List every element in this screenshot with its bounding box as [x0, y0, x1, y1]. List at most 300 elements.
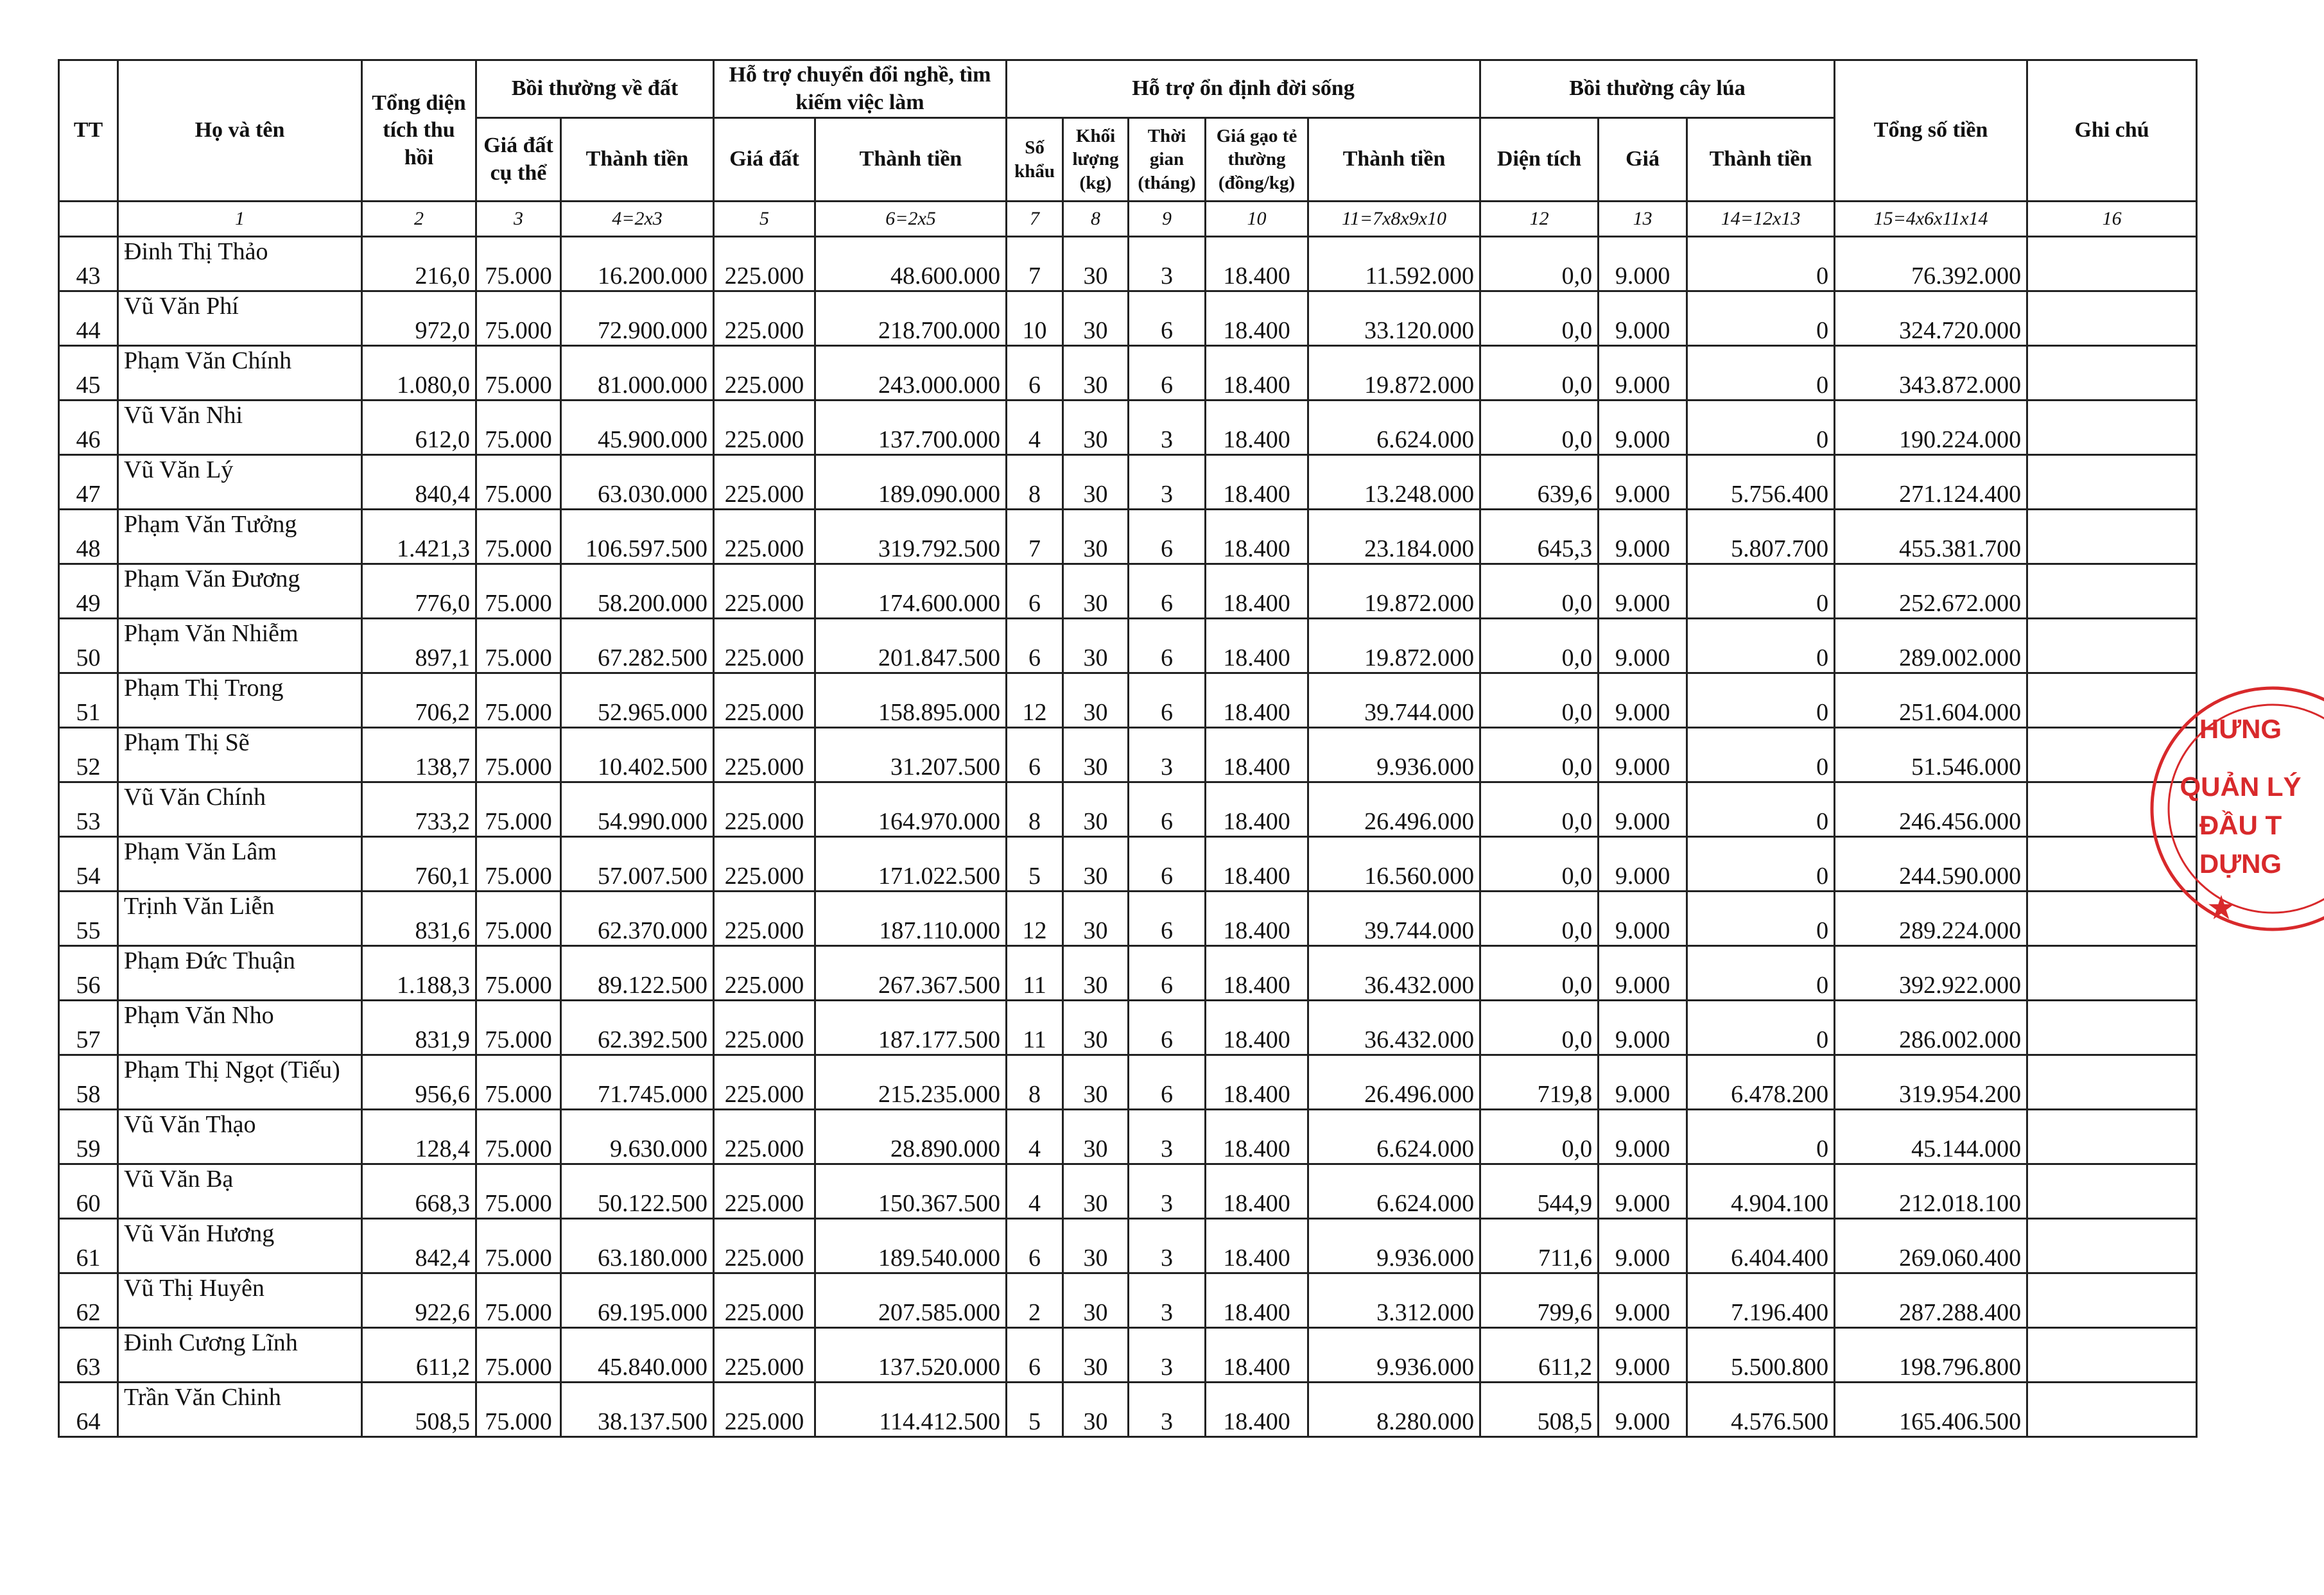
cell-weight: 30 — [1063, 1383, 1129, 1437]
table-row — [59, 455, 2197, 510]
column-index-cell: 11=7x8x9x10 — [1308, 202, 1480, 237]
cell-job-price: 225.000 — [714, 1110, 815, 1164]
cell-land-amount: 38.137.500 — [561, 1383, 714, 1437]
cell-job-price: 225.000 — [714, 1383, 815, 1437]
cell-rice-price: 18.400 — [1206, 564, 1308, 619]
cell-job-price: 225.000 — [714, 237, 815, 291]
cell-total: 198.796.800 — [1835, 1328, 2027, 1383]
cell-job-amount: 28.890.000 — [815, 1110, 1007, 1164]
cell-job-amount: 218.700.000 — [815, 291, 1007, 346]
cell-note — [2027, 619, 2197, 673]
cell-duration: 6 — [1129, 619, 1206, 673]
cell-rice-unit: 9.000 — [1599, 892, 1687, 946]
cell-persons: 11 — [1007, 946, 1063, 1001]
cell-job-price: 225.000 — [714, 455, 815, 510]
cell-total: 455.381.700 — [1835, 510, 2027, 564]
cell-duration: 6 — [1129, 1001, 1206, 1055]
column-index-cell — [59, 202, 118, 237]
cell-land-price: 75.000 — [476, 346, 561, 401]
cell-duration: 6 — [1129, 346, 1206, 401]
table-row — [59, 946, 2197, 1001]
cell-duration: 6 — [1129, 782, 1206, 837]
cell-land-price: 75.000 — [476, 946, 561, 1001]
cell-name: Trịnh Văn Liễn — [118, 892, 362, 946]
cell-job-amount: 137.700.000 — [815, 401, 1007, 455]
cell-note — [2027, 1273, 2197, 1328]
cell-rice-unit: 9.000 — [1599, 728, 1687, 782]
cell-rice-price: 18.400 — [1206, 237, 1308, 291]
cell-persons: 8 — [1007, 455, 1063, 510]
cell-land-amount: 67.282.500 — [561, 619, 714, 673]
cell-name: Vũ Văn Chính — [118, 782, 362, 837]
cell-duration: 3 — [1129, 728, 1206, 782]
cell-area: 840,4 — [362, 455, 476, 510]
cell-job-price: 225.000 — [714, 892, 815, 946]
cell-job-amount: 31.207.500 — [815, 728, 1007, 782]
cell-rice-amount: 5.500.800 — [1687, 1328, 1835, 1383]
cell-rice-amount: 0 — [1687, 346, 1835, 401]
cell-total: 190.224.000 — [1835, 401, 2027, 455]
cell-weight: 30 — [1063, 1164, 1129, 1219]
cell-rice-amount: 0 — [1687, 1001, 1835, 1055]
cell-job-price: 225.000 — [714, 728, 815, 782]
cell-job-price: 225.000 — [714, 946, 815, 1001]
cell-tt: 57 — [59, 1001, 118, 1055]
column-index-cell: 8 — [1063, 202, 1129, 237]
cell-rice-unit: 9.000 — [1599, 1110, 1687, 1164]
table-row — [59, 564, 2197, 619]
cell-rice-amount: 6.404.400 — [1687, 1219, 1835, 1273]
cell-rice-unit: 9.000 — [1599, 455, 1687, 510]
cell-weight: 30 — [1063, 1110, 1129, 1164]
cell-rice-amount: 0 — [1687, 782, 1835, 837]
cell-rice-price: 18.400 — [1206, 1110, 1308, 1164]
cell-land-amount: 81.000.000 — [561, 346, 714, 401]
cell-duration: 3 — [1129, 1110, 1206, 1164]
cell-land-price: 75.000 — [476, 401, 561, 455]
cell-rice-area: 0,0 — [1480, 837, 1599, 892]
cell-job-price: 225.000 — [714, 1164, 815, 1219]
cell-land-price: 75.000 — [476, 892, 561, 946]
cell-rice-area: 0,0 — [1480, 401, 1599, 455]
cell-duration: 3 — [1129, 1273, 1206, 1328]
cell-name: Phạm Văn Đương — [118, 564, 362, 619]
cell-rice-price: 18.400 — [1206, 673, 1308, 728]
header-job-group: Hỗ trợ chuyển đổi nghề, tìm kiếm việc làm — [714, 60, 1007, 118]
cell-total: 76.392.000 — [1835, 237, 2027, 291]
cell-name: Vũ Văn Hương — [118, 1219, 362, 1273]
cell-persons: 8 — [1007, 782, 1063, 837]
cell-rice-area: 544,9 — [1480, 1164, 1599, 1219]
cell-life-amount: 3.312.000 — [1308, 1273, 1480, 1328]
cell-persons: 7 — [1007, 237, 1063, 291]
cell-rice-price: 18.400 — [1206, 346, 1308, 401]
cell-tt: 60 — [59, 1164, 118, 1219]
cell-rice-area: 0,0 — [1480, 346, 1599, 401]
cell-rice-unit: 9.000 — [1599, 1383, 1687, 1437]
cell-job-amount: 267.367.500 — [815, 946, 1007, 1001]
cell-rice-unit: 9.000 — [1599, 237, 1687, 291]
cell-rice-price: 18.400 — [1206, 619, 1308, 673]
cell-area: 842,4 — [362, 1219, 476, 1273]
column-index-cell: 9 — [1129, 202, 1206, 237]
cell-persons: 12 — [1007, 892, 1063, 946]
table-row — [59, 1164, 2197, 1219]
header-life-amount: Thành tiền — [1308, 118, 1480, 202]
cell-rice-price: 18.400 — [1206, 291, 1308, 346]
cell-area: 216,0 — [362, 237, 476, 291]
cell-tt: 46 — [59, 401, 118, 455]
table-row — [59, 1273, 2197, 1328]
column-index-cell: 12 — [1480, 202, 1599, 237]
table-row — [59, 346, 2197, 401]
column-index-cell: 1 — [118, 202, 362, 237]
cell-rice-unit: 9.000 — [1599, 1273, 1687, 1328]
cell-rice-price: 18.400 — [1206, 1273, 1308, 1328]
cell-rice-unit: 9.000 — [1599, 1055, 1687, 1110]
header-total: Tổng số tiền — [1835, 60, 2027, 202]
cell-duration: 3 — [1129, 1164, 1206, 1219]
cell-life-amount: 16.560.000 — [1308, 837, 1480, 892]
cell-weight: 30 — [1063, 673, 1129, 728]
column-index-cell: 10 — [1206, 202, 1308, 237]
cell-land-amount: 63.180.000 — [561, 1219, 714, 1273]
cell-life-amount: 39.744.000 — [1308, 892, 1480, 946]
cell-note — [2027, 237, 2197, 291]
cell-weight: 30 — [1063, 782, 1129, 837]
cell-persons: 6 — [1007, 564, 1063, 619]
cell-job-amount: 207.585.000 — [815, 1273, 1007, 1328]
cell-persons: 8 — [1007, 1055, 1063, 1110]
cell-job-price: 225.000 — [714, 291, 815, 346]
cell-area: 1.421,3 — [362, 510, 476, 564]
cell-weight: 30 — [1063, 346, 1129, 401]
cell-land-amount: 52.965.000 — [561, 673, 714, 728]
cell-duration: 6 — [1129, 1055, 1206, 1110]
cell-tt: 58 — [59, 1055, 118, 1110]
cell-weight: 30 — [1063, 1273, 1129, 1328]
cell-total: 244.590.000 — [1835, 837, 2027, 892]
cell-land-price: 75.000 — [476, 619, 561, 673]
header-weight: Khối lượng (kg) — [1063, 118, 1129, 202]
cell-area: 831,6 — [362, 892, 476, 946]
cell-job-amount: 114.412.500 — [815, 1383, 1007, 1437]
cell-tt: 55 — [59, 892, 118, 946]
cell-rice-area: 611,2 — [1480, 1328, 1599, 1383]
cell-weight: 30 — [1063, 510, 1129, 564]
cell-land-price: 75.000 — [476, 1273, 561, 1328]
cell-rice-price: 18.400 — [1206, 1055, 1308, 1110]
cell-rice-unit: 9.000 — [1599, 619, 1687, 673]
column-index-row — [59, 202, 2197, 237]
cell-life-amount: 36.432.000 — [1308, 1001, 1480, 1055]
header-rice-unit-price: Giá — [1599, 118, 1687, 202]
cell-name: Phạm Thị Sẽ — [118, 728, 362, 782]
cell-persons: 2 — [1007, 1273, 1063, 1328]
cell-life-amount: 6.624.000 — [1308, 1164, 1480, 1219]
cell-rice-area: 0,0 — [1480, 564, 1599, 619]
cell-area: 776,0 — [362, 564, 476, 619]
cell-job-price: 225.000 — [714, 1055, 815, 1110]
cell-rice-price: 18.400 — [1206, 1001, 1308, 1055]
cell-rice-unit: 9.000 — [1599, 1001, 1687, 1055]
cell-name: Trần Văn Chinh — [118, 1383, 362, 1437]
cell-rice-unit: 9.000 — [1599, 1164, 1687, 1219]
cell-life-amount: 19.872.000 — [1308, 346, 1480, 401]
cell-land-amount: 16.200.000 — [561, 237, 714, 291]
cell-rice-price: 18.400 — [1206, 1219, 1308, 1273]
cell-life-amount: 9.936.000 — [1308, 728, 1480, 782]
header-tt: TT — [59, 60, 118, 202]
cell-job-price: 225.000 — [714, 564, 815, 619]
cell-tt: 61 — [59, 1219, 118, 1273]
cell-rice-amount: 5.756.400 — [1687, 455, 1835, 510]
cell-total: 269.060.400 — [1835, 1219, 2027, 1273]
cell-life-amount: 13.248.000 — [1308, 455, 1480, 510]
column-index-cell: 3 — [476, 202, 561, 237]
cell-weight: 30 — [1063, 291, 1129, 346]
cell-note — [2027, 564, 2197, 619]
cell-rice-area: 0,0 — [1480, 619, 1599, 673]
cell-total: 392.922.000 — [1835, 946, 2027, 1001]
header-land-price: Giá đất cụ thể — [476, 118, 561, 202]
cell-total: 246.456.000 — [1835, 782, 2027, 837]
cell-weight: 30 — [1063, 837, 1129, 892]
column-index-cell: 6=2x5 — [815, 202, 1007, 237]
cell-total: 51.546.000 — [1835, 728, 2027, 782]
cell-land-amount: 10.402.500 — [561, 728, 714, 782]
header-area: Tổng diện tích thu hồi — [362, 60, 476, 202]
cell-tt: 49 — [59, 564, 118, 619]
cell-persons: 7 — [1007, 510, 1063, 564]
table-row — [59, 782, 2197, 837]
cell-rice-amount: 0 — [1687, 837, 1835, 892]
cell-total: 319.954.200 — [1835, 1055, 2027, 1110]
cell-total: 289.002.000 — [1835, 619, 2027, 673]
cell-name: Đinh Thị Thảo — [118, 237, 362, 291]
cell-life-amount: 23.184.000 — [1308, 510, 1480, 564]
header-note: Ghi chú — [2027, 60, 2197, 202]
header-job-amount: Thành tiền — [815, 118, 1007, 202]
star-icon: ★ — [2208, 891, 2235, 924]
table-row — [59, 291, 2197, 346]
cell-name: Phạm Văn Tưởng — [118, 510, 362, 564]
cell-note — [2027, 1383, 2197, 1437]
stamp-text-line: HƯNG — [2199, 714, 2282, 744]
cell-note — [2027, 946, 2197, 1001]
cell-name: Vũ Văn Lý — [118, 455, 362, 510]
cell-land-price: 75.000 — [476, 673, 561, 728]
cell-rice-price: 18.400 — [1206, 455, 1308, 510]
cell-rice-area: 799,6 — [1480, 1273, 1599, 1328]
cell-rice-amount: 7.196.400 — [1687, 1273, 1835, 1328]
cell-rice-area: 645,3 — [1480, 510, 1599, 564]
cell-note — [2027, 1055, 2197, 1110]
cell-name: Vũ Văn Thạo — [118, 1110, 362, 1164]
cell-duration: 3 — [1129, 455, 1206, 510]
cell-life-amount: 26.496.000 — [1308, 782, 1480, 837]
cell-duration: 6 — [1129, 892, 1206, 946]
cell-job-price: 225.000 — [714, 401, 815, 455]
cell-rice-price: 18.400 — [1206, 401, 1308, 455]
table-row — [59, 1219, 2197, 1273]
cell-land-price: 75.000 — [476, 564, 561, 619]
cell-rice-amount: 0 — [1687, 564, 1835, 619]
cell-land-price: 75.000 — [476, 1383, 561, 1437]
header-rice-group: Bồi thường cây lúa — [1480, 60, 1835, 118]
cell-duration: 6 — [1129, 291, 1206, 346]
cell-rice-amount: 0 — [1687, 946, 1835, 1001]
cell-land-amount: 62.370.000 — [561, 892, 714, 946]
cell-tt: 63 — [59, 1328, 118, 1383]
cell-rice-amount: 0 — [1687, 237, 1835, 291]
cell-area: 138,7 — [362, 728, 476, 782]
cell-persons: 6 — [1007, 619, 1063, 673]
cell-rice-area: 0,0 — [1480, 1110, 1599, 1164]
cell-rice-price: 18.400 — [1206, 946, 1308, 1001]
cell-weight: 30 — [1063, 1055, 1129, 1110]
cell-rice-area: 0,0 — [1480, 1001, 1599, 1055]
cell-land-amount: 58.200.000 — [561, 564, 714, 619]
cell-rice-unit: 9.000 — [1599, 346, 1687, 401]
column-index-cell: 5 — [714, 202, 815, 237]
cell-rice-area: 0,0 — [1480, 782, 1599, 837]
cell-rice-price: 18.400 — [1206, 1164, 1308, 1219]
cell-life-amount: 9.936.000 — [1308, 1328, 1480, 1383]
cell-name: Đinh Cương Lĩnh — [118, 1328, 362, 1383]
cell-persons: 4 — [1007, 401, 1063, 455]
cell-weight: 30 — [1063, 237, 1129, 291]
cell-weight: 30 — [1063, 946, 1129, 1001]
header-job-price: Giá đất — [714, 118, 815, 202]
cell-persons: 5 — [1007, 837, 1063, 892]
cell-duration: 3 — [1129, 1383, 1206, 1437]
cell-job-amount: 164.970.000 — [815, 782, 1007, 837]
cell-land-price: 75.000 — [476, 728, 561, 782]
column-index-cell: 7 — [1007, 202, 1063, 237]
table-row — [59, 1383, 2197, 1437]
cell-rice-area: 639,6 — [1480, 455, 1599, 510]
cell-rice-area: 711,6 — [1480, 1219, 1599, 1273]
header-rice-amount: Thành tiền — [1687, 118, 1835, 202]
header-rice-area: Diện tích — [1480, 118, 1599, 202]
cell-tt: 62 — [59, 1273, 118, 1328]
cell-note — [2027, 401, 2197, 455]
cell-name: Phạm Thị Ngọt (Tiếu) — [118, 1055, 362, 1110]
red-stamp — [2144, 674, 2324, 944]
cell-tt: 48 — [59, 510, 118, 564]
cell-tt: 44 — [59, 291, 118, 346]
cell-tt: 56 — [59, 946, 118, 1001]
cell-weight: 30 — [1063, 401, 1129, 455]
cell-land-amount: 106.597.500 — [561, 510, 714, 564]
cell-life-amount: 6.624.000 — [1308, 1110, 1480, 1164]
cell-life-amount: 9.936.000 — [1308, 1219, 1480, 1273]
cell-area: 128,4 — [362, 1110, 476, 1164]
cell-name: Phạm Văn Nhiễm — [118, 619, 362, 673]
table-row — [59, 673, 2197, 728]
cell-persons: 6 — [1007, 1328, 1063, 1383]
column-index-cell: 14=12x13 — [1687, 202, 1835, 237]
cell-rice-price: 18.400 — [1206, 1328, 1308, 1383]
cell-total: 165.406.500 — [1835, 1383, 2027, 1437]
cell-duration: 6 — [1129, 837, 1206, 892]
column-index-cell: 16 — [2027, 202, 2197, 237]
cell-life-amount: 19.872.000 — [1308, 619, 1480, 673]
table-row — [59, 619, 2197, 673]
cell-land-price: 75.000 — [476, 1055, 561, 1110]
cell-land-amount: 9.630.000 — [561, 1110, 714, 1164]
cell-job-price: 225.000 — [714, 837, 815, 892]
cell-land-price: 75.000 — [476, 291, 561, 346]
cell-life-amount: 11.592.000 — [1308, 237, 1480, 291]
cell-tt: 59 — [59, 1110, 118, 1164]
cell-rice-amount: 4.904.100 — [1687, 1164, 1835, 1219]
cell-persons: 10 — [1007, 291, 1063, 346]
cell-tt: 64 — [59, 1383, 118, 1437]
cell-life-amount: 8.280.000 — [1308, 1383, 1480, 1437]
cell-land-amount: 45.900.000 — [561, 401, 714, 455]
cell-rice-amount: 0 — [1687, 892, 1835, 946]
cell-job-price: 225.000 — [714, 1219, 815, 1273]
cell-rice-area: 0,0 — [1480, 728, 1599, 782]
cell-job-amount: 187.110.000 — [815, 892, 1007, 946]
cell-area: 897,1 — [362, 619, 476, 673]
cell-rice-amount: 4.576.500 — [1687, 1383, 1835, 1437]
column-index-cell: 4=2x3 — [561, 202, 714, 237]
cell-rice-amount: 5.807.700 — [1687, 510, 1835, 564]
cell-rice-unit: 9.000 — [1599, 1219, 1687, 1273]
header-land-amount: Thành tiền — [561, 118, 714, 202]
cell-area: 972,0 — [362, 291, 476, 346]
cell-persons: 5 — [1007, 1383, 1063, 1437]
cell-name: Phạm Thị Trong — [118, 673, 362, 728]
cell-job-amount: 171.022.500 — [815, 837, 1007, 892]
cell-land-amount: 50.122.500 — [561, 1164, 714, 1219]
column-index-cell: 13 — [1599, 202, 1687, 237]
table-row — [59, 728, 2197, 782]
cell-weight: 30 — [1063, 1001, 1129, 1055]
cell-rice-unit: 9.000 — [1599, 782, 1687, 837]
cell-tt: 47 — [59, 455, 118, 510]
table-row — [59, 510, 2197, 564]
cell-job-amount: 201.847.500 — [815, 619, 1007, 673]
table-row — [59, 237, 2197, 291]
cell-rice-unit: 9.000 — [1599, 1328, 1687, 1383]
cell-total: 324.720.000 — [1835, 291, 2027, 346]
cell-life-amount: 33.120.000 — [1308, 291, 1480, 346]
cell-land-price: 75.000 — [476, 1219, 561, 1273]
cell-rice-amount: 0 — [1687, 619, 1835, 673]
cell-rice-unit: 9.000 — [1599, 673, 1687, 728]
cell-land-price: 75.000 — [476, 1110, 561, 1164]
cell-rice-area: 0,0 — [1480, 892, 1599, 946]
cell-weight: 30 — [1063, 564, 1129, 619]
cell-rice-amount: 0 — [1687, 1110, 1835, 1164]
cell-job-price: 225.000 — [714, 619, 815, 673]
cell-duration: 3 — [1129, 1219, 1206, 1273]
cell-land-price: 75.000 — [476, 1328, 561, 1383]
cell-note — [2027, 346, 2197, 401]
cell-persons: 4 — [1007, 1110, 1063, 1164]
table-body — [59, 237, 2197, 1437]
cell-area: 1.080,0 — [362, 346, 476, 401]
cell-name: Phạm Văn Nho — [118, 1001, 362, 1055]
cell-land-amount: 54.990.000 — [561, 782, 714, 837]
header-rice-price: Giá gạo tẻ thường (đồng/kg) — [1206, 118, 1308, 202]
cell-area: 706,2 — [362, 673, 476, 728]
cell-persons: 6 — [1007, 728, 1063, 782]
